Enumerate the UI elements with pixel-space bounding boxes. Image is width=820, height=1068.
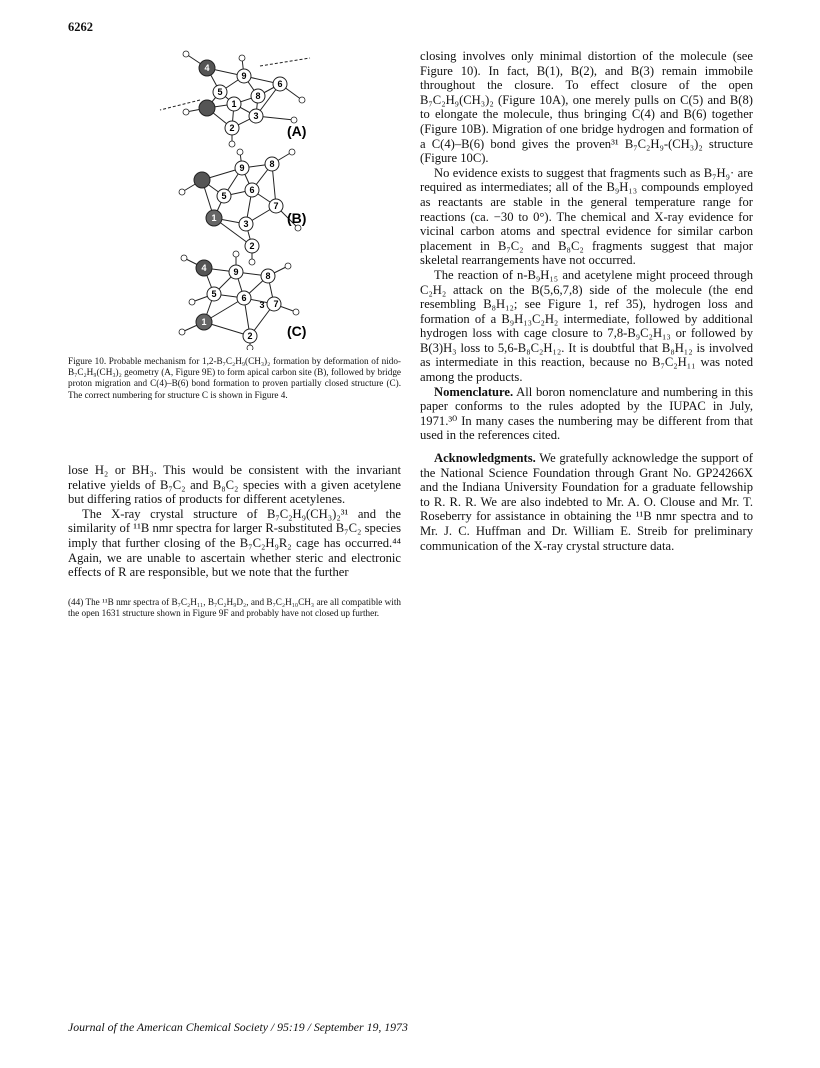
atom-label-c-2: 2 bbox=[247, 331, 253, 341]
panel-label-b: (B) bbox=[287, 210, 307, 226]
atom-label-b-1: 1 bbox=[211, 213, 217, 223]
page-number: 6262 bbox=[68, 20, 93, 34]
atom-label-b-3: 3 bbox=[243, 219, 249, 229]
nomenclature-text: All boron nomenclature and numbering in this paper conforms to the rules adopted by the IUPAC in July, 1971.³⁰ In many cases the numbering may be different from that used in the references cited. bbox=[420, 384, 753, 443]
acknowledgments-text: We gratefully acknowledge the support of the National Science Foundation through Grant No. GP24266X and the Indiana University Foundation for a graduate fellowship to R. R. R. We are also indebted to Mr. A. O. Clouse and Mr. T. Roseberry for assistance in obtaining the ¹¹B nmr spectra and to Mr. J. C. Huffman and Dr. William E. Streib for preliminary communication of the X-ray crystal structure data. bbox=[420, 451, 753, 553]
atom-label-c-4: 4 bbox=[201, 263, 207, 273]
journal-footer: Journal of the American Chemical Society / 95:19 / September 19, 1973 bbox=[68, 1020, 408, 1034]
acknowledgments-paragraph bbox=[420, 451, 753, 553]
atom-label-b-9: 9 bbox=[239, 163, 245, 173]
atom-label-c-6: 6 bbox=[241, 293, 247, 303]
acknowledgments-heading: Acknowledgments. bbox=[434, 451, 536, 466]
right-column bbox=[420, 49, 753, 553]
atom-label-c-5: 5 bbox=[211, 289, 217, 299]
panel-label-c: (C) bbox=[287, 323, 307, 339]
figure-10 bbox=[152, 40, 372, 350]
left-paragraph-2: The X-ray crystal structure of B₇C₂H₉(CH₃)₂³¹ and the similarity of ¹¹B nmr spectra for larger R-substituted B₇C₂ species imply that further closing of the B₇C₂H₉R₂ cage has occurred.⁴⁴ Again, we are unable to ascertain whether steric and electronic effects of R are responsible, but we note that the further bbox=[68, 506, 401, 580]
left-column bbox=[68, 463, 401, 580]
atom-label-b-6: 6 bbox=[249, 185, 255, 195]
atom-label-a-3: 3 bbox=[253, 111, 259, 121]
atom-label-a-4: 4 bbox=[204, 63, 210, 73]
nomenclature-heading: Nomenclature. bbox=[434, 384, 514, 399]
atom-label-b-7: 7 bbox=[273, 201, 279, 211]
figure-10-drawing bbox=[152, 40, 372, 350]
atom-label-c-7: 7 bbox=[273, 299, 279, 309]
atom-label-c-8: 8 bbox=[265, 271, 271, 281]
atom-label-c-9: 9 bbox=[233, 267, 239, 277]
right-paragraph-2: No evidence exists to suggest that fragments such as B₇H₉· are required as intermediates; all of the B₉H₁₃ compounds employed as reactants are stable in the general temperature range for reactions (ca. −30 to 0°). The chemical and X-ray evidence for vicinal carbon atoms and spectral evidence for similar carbon placement in B₇C₂ and B₈C₂ fragments suggest that major skeletal rearrangements have not occurred. bbox=[420, 165, 753, 268]
atom-label-a-1: 1 bbox=[231, 99, 237, 109]
atom-label-b-5: 5 bbox=[221, 191, 227, 201]
right-paragraph-3: The reaction of n-B₉H₁₅ and acetylene might proceed through C₂H₂ attack on the B(5,6,7,8) side of the molecule (the end resembling B₈H₁₂; see Figure 1, ref 35), hydrogen loss and formation of a B₉H₁₃C₂H₂ intermediate, followed by additional hydrogen loss with cage closure to 7,8-B₉C₂H₁₃ or followed by B(3)H₃ loss to 5,6-B₈C₂H₁₂. It is doubtful that B₈H₁₂ is involved as intermediate in this reaction, because no B₇C₂H₁₁ was noted among the products. bbox=[420, 267, 753, 385]
right-paragraph-1: closing involves only minimal distortion of the molecule (see Figure 10). In fact, B(1), B(2), and B(3) remain immobile throughout the closure. To effect closure of the open B₇C₂H₉(CH₃)₂ (Figure 10A), one merely pulls on C(5) and B(8) to elongate the molecule, thus bringing C(4) and B(6) together (Figure 10B). Migration of one bridge hydrogen and formation of a C(4)–B(6) bond gives the proven³¹ B₇C₂H₉-(CH₃)₂ structure (Figure 10C). bbox=[420, 49, 753, 166]
atom-label-a-8: 8 bbox=[255, 91, 261, 101]
atom-label-a-2: 2 bbox=[229, 123, 235, 133]
atom-label-c-1: 1 bbox=[201, 317, 207, 327]
atom-label-b-2: 2 bbox=[249, 241, 255, 251]
left-paragraph-1: lose H₂ or BH₃. This would be consistent with the invariant relative yields of B₇C₂ and B₈C₂ species with a given acetylene but differing ratios of products for different acetylenes. bbox=[68, 463, 401, 507]
atom-label-c-3: 3 bbox=[259, 300, 265, 310]
footnote-44: (44) The ¹¹B nmr spectra of B₇C₂H₁₁, B₇C₂H₉D₂, and B₇C₂H₁₀CH₃ are all compatible with the open 1631 structure shown in Figure 9F and probably have not closed up further. bbox=[68, 597, 401, 618]
panel-label-a: (A) bbox=[287, 123, 307, 139]
atom-label-a-5: 5 bbox=[217, 87, 223, 97]
atom-label-a-6: 6 bbox=[277, 79, 283, 89]
nomenclature-paragraph bbox=[420, 385, 753, 443]
atom-label-b-8: 8 bbox=[269, 159, 275, 169]
figure-caption: Figure 10. Probable mechanism for 1,2-B₇C₂H₉(CH₃)₂ formation by deformation of nido-B₇C₂H₉(CH₃)₂ geometry (A, Figure 9E) to form apical carbon site (B), followed by bridge proton migration and C(4)–B(6) bond formation to proven partially closed structure (C). The correct numbering for structure C is shown in Figure 4. bbox=[68, 356, 401, 400]
atom-label-a-9: 9 bbox=[241, 71, 247, 81]
